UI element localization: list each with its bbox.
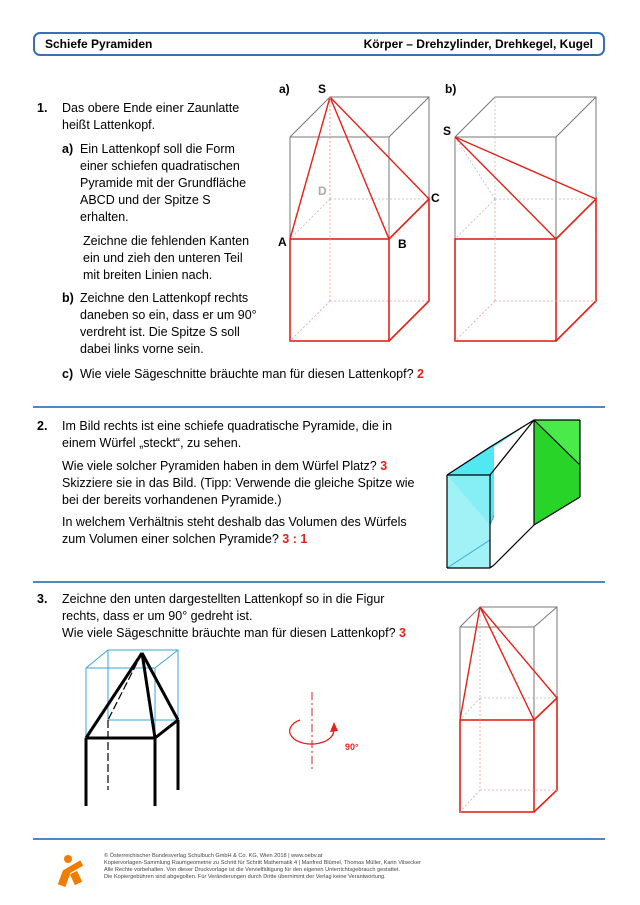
task-1b-label: b): [62, 291, 74, 305]
task-1c-question: Wie viele Sägeschnitte bräuchte man für diesen Lattenkopf?: [80, 367, 414, 381]
task-2-answer-2: 3 : 1: [282, 532, 308, 546]
figure-a-label: a): [279, 82, 290, 96]
task-3-answer: 3: [399, 626, 406, 640]
vertex-s-label: S: [318, 82, 327, 96]
task-1-intro-line: heißt Lattenkopf.: [62, 118, 156, 132]
task-2-line: Im Bild rechts ist eine schiefe quadratische Pyramide, die in: [62, 419, 393, 433]
header-title: Schiefe Pyramiden: [45, 37, 153, 51]
vertex-s2-label: S: [443, 124, 452, 138]
task-2-line: In welchem Verhältnis steht deshalb das Volumen des Würfels: [62, 515, 407, 529]
footer-copyright: [104, 853, 584, 881]
vertex-d-label: D: [318, 184, 327, 198]
footer-line: © Österreichischer Bundesverlag Schulbuch GmbH & Co. KG, Wien 2018 | www.oebv.at: [104, 853, 323, 859]
header-topic: Körper – Drehzylinder, Drehkegel, Kugel: [363, 37, 593, 51]
task-1a-label: a): [62, 142, 74, 156]
task-1c-label: c): [62, 367, 74, 381]
vertex-c-label: C: [431, 191, 440, 205]
rotation-label: 90°: [345, 742, 359, 752]
task-1b-line: verdreht ist. Die Spitze S soll: [80, 325, 240, 339]
task-1a-instruction-line: Zeichne die fehlenden Kanten: [83, 234, 250, 248]
task-3-line: Zeichne den unten dargestellten Lattenkopf so in die Figur: [62, 592, 385, 606]
task-1-intro-line: Das obere Ende einer Zaunlatte: [62, 101, 240, 115]
task-3-number: 3.: [37, 592, 48, 606]
task-1a-instruction-line: mit breiten Linien nach.: [83, 268, 213, 282]
task-2-line: einem Würfel „steckt“, zu sehen.: [62, 436, 242, 450]
task-2-question: zum Volumen einer solchen Pyramide?: [62, 532, 279, 546]
task-1b-line: Zeichne den Lattenkopf rechts: [80, 291, 249, 305]
footer-line: Kopiervorlagen-Sammlung Raumgeometrie zu Schritt für Schritt Mathematik 4 | Manfred Blümel, Thomas Müller, Karin Vilsecker: [104, 860, 421, 866]
task-2-line: Skizziere sie in das Bild. (Tipp: Verwende die gleiche Spitze wie: [62, 476, 415, 490]
task-3-line: rechts, dass er um 90° gedreht ist.: [62, 609, 253, 623]
task-2-answer-1: 3: [380, 459, 388, 473]
task-1a-instruction-line: ein und zieh den unteren Teil: [83, 251, 243, 265]
task-1b-line: dabei links vorne sein.: [80, 342, 204, 356]
task-1a-line: Ein Lattenkopf soll die Form: [80, 142, 235, 156]
vertex-b-label: B: [398, 237, 407, 251]
task-1a-line: einer schiefen quadratischen: [80, 159, 240, 173]
task-1b-line: daneben so ein, dass er um 90°: [80, 308, 257, 322]
task-2-number: 2.: [37, 419, 48, 433]
task-1-number: 1.: [37, 101, 48, 115]
task-1c-answer: 2: [417, 367, 424, 381]
vertex-a-label: A: [278, 235, 287, 249]
task-3-question: Wie viele Sägeschnitte bräuchte man für diesen Lattenkopf?: [62, 626, 396, 640]
footer-line: Alle Rechte vorbehalten. Von dieser Druckvorlage ist die Vervielfältigung für den eigenen Unterrichtsgebrauch gestattet.: [104, 867, 401, 873]
figure-b-label: b): [445, 82, 457, 96]
task-1a-line: ABCD und der Spitze S: [80, 193, 211, 207]
task-2-question: Wie viele solcher Pyramiden haben in dem Würfel Platz?: [62, 459, 377, 473]
task-1a-line: Pyramide mit der Grundfläche: [80, 176, 247, 190]
task-2-line: bei der bereits vorhandenen Pyramide.): [62, 493, 282, 507]
task-1a-line: erhalten.: [80, 210, 129, 224]
footer-line: Die Kopiergebühren sind abgegolten. Für Veränderungen durch Dritte übernimmt der Verlag keine Verantwortung.: [104, 874, 386, 880]
